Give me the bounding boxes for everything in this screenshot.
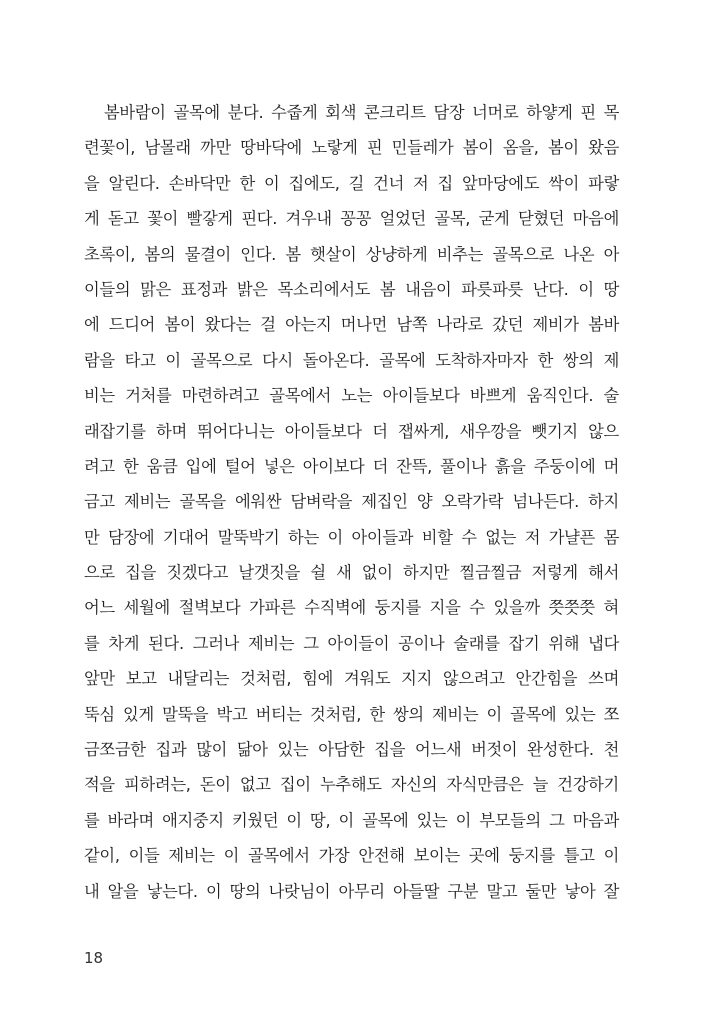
text-line: 에 드디어 봄이 왔다는 걸 아는지 머나먼 남쪽 나라로 갔던 제비가 봄바 <box>84 315 619 335</box>
text-line: 를 바라며 애지중지 키웠던 이 땅, 이 골목에 있는 이 부모들의 그 마음과 <box>84 810 619 830</box>
text-line: 람을 타고 이 골목으로 다시 돌아온다. 골목에 도착하자마자 한 쌍의 제 <box>84 350 619 370</box>
text-line: 려고 한 움큼 입에 털어 넣은 아이보다 더 잔뜩, 풀이나 흙을 주둥이에 머 <box>84 456 619 476</box>
text-line: 뚝심 있게 말뚝을 박고 버티는 것처럼, 한 쌍의 제비는 이 골목에 있는 쪼 <box>84 704 619 724</box>
text-line: 내 알을 낳는다. 이 땅의 나랏님이 아무리 아들딸 구분 말고 둘만 낳아 잘 <box>84 881 619 901</box>
text-line: 비는 거처를 마련하려고 골목에서 노는 아이들보다 바쁘게 움직인다. 술 <box>84 386 619 406</box>
text-line: 게 돋고 꽃이 빨갛게 핀다. 겨우내 꽁꽁 얼었던 골목, 굳게 닫혔던 마음에 <box>84 209 619 229</box>
text-line: 적을 피하려는, 돈이 없고 집이 누추해도 자신의 자식만큼은 늘 건강하기 <box>84 775 619 795</box>
text-line: 련꽃이, 남몰래 까만 땅바닥에 노랗게 핀 민들레가 봄이 옴을, 봄이 왔음 <box>84 138 619 158</box>
text-line: 봄바람이 골목에 분다. 수줍게 회색 콘크리트 담장 너머로 하얗게 핀 목 <box>104 103 619 122</box>
text-line: 앞만 보고 내달리는 것처럼, 힘에 겨워도 지지 않으려고 안간힘을 쓰며 <box>84 669 619 689</box>
text-line: 같이, 이들 제비는 이 골목에서 가장 안전해 보이는 곳에 둥지를 틀고 이 <box>84 846 619 866</box>
text-line: 을 알린다. 손바닥만 한 이 집에도, 길 건너 저 집 앞마당에도 싹이 파랗 <box>84 173 619 193</box>
text-line: 초록이, 봄의 물결이 인다. 봄 햇살이 상냥하게 비추는 골목으로 나온 아 <box>84 244 619 264</box>
body-text <box>84 95 619 909</box>
text-line: 래잡기를 하며 뛰어다니는 아이들보다 더 잽싸게, 새우깡을 뺏기지 않으 <box>84 421 619 441</box>
text-line: 어느 세월에 절벽보다 가파른 수직벽에 둥지를 지을 수 있을까 쯧쯧쯧 혀 <box>84 598 619 618</box>
text-line: 만 담장에 기대어 말뚝박기 하는 이 아이들과 비할 수 없는 저 가냘픈 몸 <box>84 527 619 547</box>
text-line: 금고 제비는 골목을 에워싼 담벼락을 제집인 양 오락가락 넘나든다. 하지 <box>84 492 619 512</box>
text-line: 으로 집을 짓겠다고 날갯짓을 쉴 새 없이 하지만 찔금찔금 저렇게 해서 <box>84 563 619 583</box>
text-line: 를 차게 된다. 그러나 제비는 그 아이들이 공이나 술래를 잡기 위해 냅다 <box>84 633 619 653</box>
text-line: 이들의 맑은 표정과 밝은 목소리에서도 봄 내음이 파릇파릇 난다. 이 땅 <box>84 279 619 299</box>
text-line: 금쪼금한 집과 많이 닮아 있는 아담한 집을 어느새 버젓이 완성한다. 천 <box>84 740 619 760</box>
page-number: 18 <box>84 949 104 967</box>
